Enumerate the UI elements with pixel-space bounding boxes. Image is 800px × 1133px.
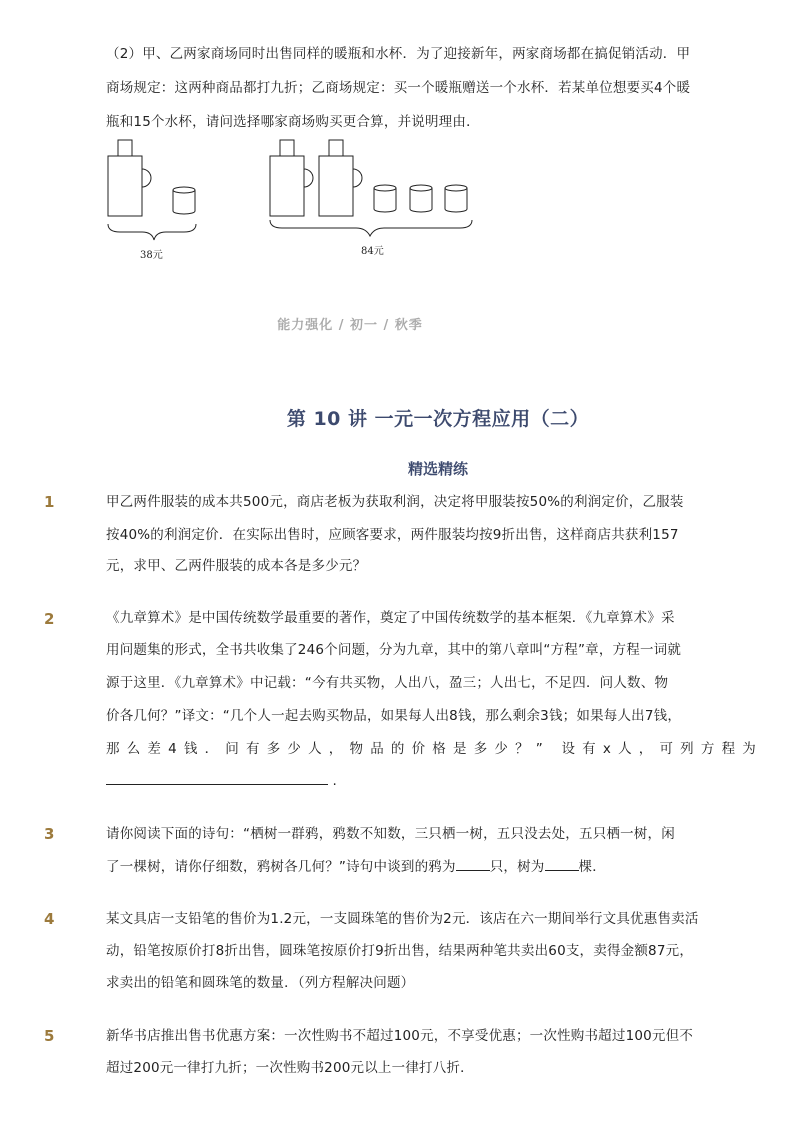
thermos-cup-figure [100,136,490,266]
question-line: 那么差4钱．问有多少人，物品的价格是多少？” 设有x人，可列方程为 [106,741,763,757]
cup-icon [410,185,432,212]
right-price-label: 84元 [361,246,384,257]
question-line: 按40%的利润定价．在实际出售时，应顾客要求，两件服装均按9折出售，这样商店共获利157 [106,527,679,543]
question-text: 棵． [578,859,606,875]
question-line: 请你阅读下面的诗句：“栖树一群鸦，鸦数不知数，三只栖一树，五只没去处，五只栖一树，闲 [106,826,675,842]
question-line: 新华书店推出售书优惠方案：一次性购书不超过100元，不享受优惠；一次性购书超过100元但不 [106,1028,694,1044]
answer-blank-line [106,770,337,791]
thermos-bottle-icon [319,140,362,216]
cup-icon [374,185,396,212]
question-end-mark: . [332,773,337,789]
question-line: 《九章算术》是中国传统数学最重要的著作，奠定了中国传统数学的基本框架．《九章算术》采 [106,610,675,626]
question-text: 只，树为 [489,859,545,875]
brace-right [270,220,472,236]
answer-blank-trees[interactable] [545,856,579,871]
answer-blank-crows[interactable] [456,856,490,871]
page-footer: 能力强化 / 初一 / 秋季 [277,318,423,333]
question-line: 超过200元一律打九折；一次性购书200元以上一律打八折． [106,1060,474,1076]
question-text: 了一棵树，请你仔细数，鸦树各几何？”诗句中谈到的鸦为 [106,859,456,875]
question-number: 4 [44,910,55,928]
thermos-bottle-icon [108,140,151,216]
brace-left [108,224,196,240]
intro-line-2: 商场规定：这两种商品都打九折；乙商场规定：买一个暖瓶赠送一个水杯．若某单位想要买4个暖 [106,80,691,96]
intro-line-3: 瓶和15个水杯，请问选择哪家商场购买更合算，并说明理由． [106,114,480,130]
question-number: 1 [44,493,55,511]
question-line: 用问题集的形式，全书共收集了246个问题，分为九章，其中的第八章叫“方程”章，方程一词就 [106,642,682,658]
question-number: 2 [44,610,55,628]
question-line: 甲乙两件服装的成本共500元，商店老板为获取利润，决定将甲服装按50%的利润定价，乙服装 [106,494,684,510]
intro-line-1: （2）甲、乙两家商场同时出售同样的暖瓶和水杯．为了迎接新年，两家商场都在搞促销活动．甲 [106,46,691,62]
question-number: 3 [44,825,55,843]
cup-icon [173,187,195,214]
lecture-title: 第 10 讲 一元一次方程应用（二） [286,408,590,430]
thermos-bottle-icon [270,140,313,216]
answer-blank[interactable] [106,770,328,785]
left-price-label: 38元 [140,250,163,261]
cup-icon [445,185,467,212]
question-line [106,856,606,877]
question-line: 元，求甲、乙两件服装的成本各是多少元？ [106,558,367,574]
question-line: 源于这里．《九章算术》中记载：“今有共买物，人出八，盈三；人出七，不足四．问人数、物 [106,675,669,691]
question-line: 求卖出的铅笔和圆珠笔的数量．（列方程解决问题） [106,975,415,991]
question-number: 5 [44,1027,55,1045]
section-title: 精选精练 [407,460,468,478]
question-line: 某文具店一支铅笔的售价为1.2元，一支圆珠笔的售价为2元．该店在六一期间举行文具优惠售卖活 [106,911,699,927]
question-line: 动，铅笔按原价打8折出售，圆珠笔按原价打9折出售，结果两种笔共卖出60支，卖得金额87元， [106,943,694,959]
question-line: 价各几何？”译文：“几个人一起去购买物品，如果每人出8钱，那么剩余3钱；如果每人出7钱， [106,708,682,724]
